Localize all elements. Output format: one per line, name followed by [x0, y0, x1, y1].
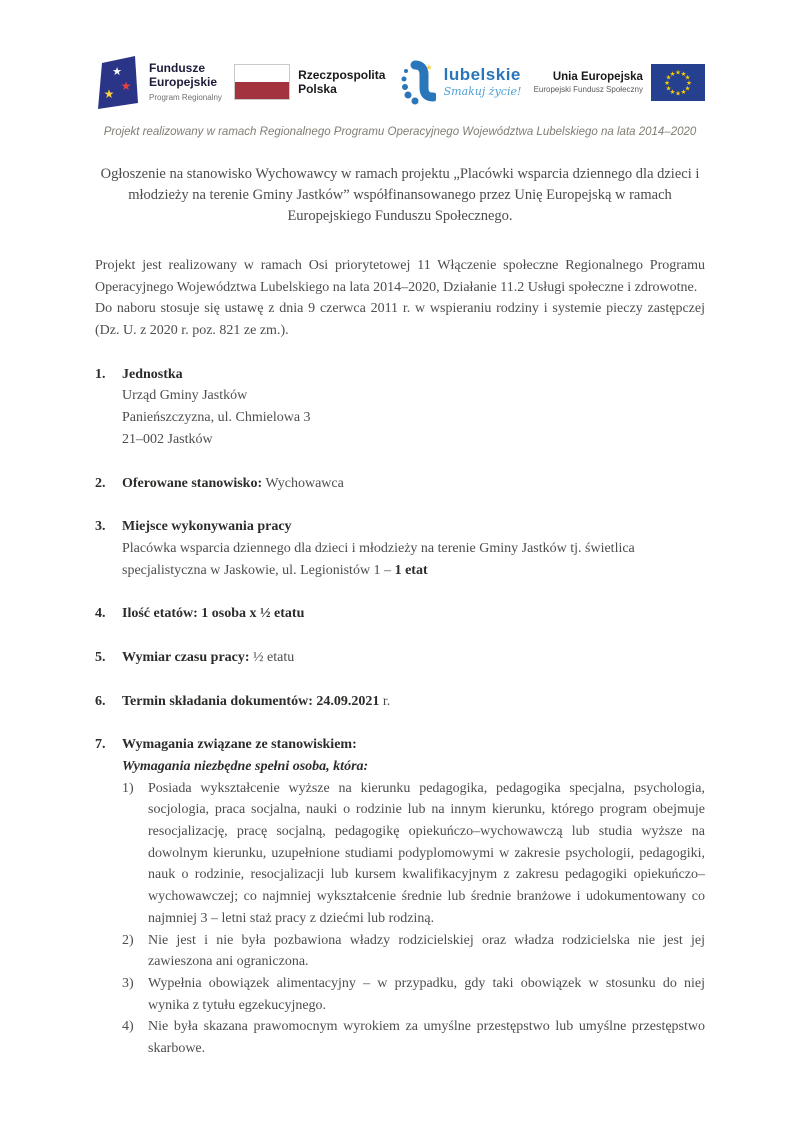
svg-text:★: ★ [665, 85, 672, 92]
svg-text:★: ★ [675, 90, 681, 97]
list-item-wymiar-czasu [95, 647, 705, 669]
fundusze-europejskie-flag-icon [95, 54, 141, 110]
logo-pl-title-line2: Polska [298, 82, 337, 96]
logo-fe-title-line2: Europejskie [149, 75, 218, 89]
item-text-bold: 1 etat [394, 562, 428, 578]
svg-text:★: ★ [680, 70, 687, 78]
subitem-text: Nie jest i nie była pozbawiona władzy rodzicielskiej oraz władza rodzicielska nie jest jej zawieszona ani ograniczona. [148, 932, 705, 970]
item-number: 2. [95, 475, 106, 491]
document-title: Ogłoszenie na stanowisko Wychowawcy w ramach projektu „Placówki wsparcia dziennego dla dzieci i młodzieży na terenie Gminy Jastków” współfinansowanego przez Unię Europejską w ramach Europejskiego Funduszu Społecznego. [100, 166, 700, 225]
item-label: Oferowane stanowisko: [122, 475, 263, 491]
requirement-subitem [122, 973, 705, 1016]
item-subheading: Wymagania niezbędne spełni osoba, która: [122, 759, 369, 775]
item-label: Ilość etatów: 1 osoba x ½ etatu [122, 606, 305, 622]
subitem-text: Posiada wykształcenie wyższe na kierunku pedagogika, pedagogika specjalna, psychologia, socjologia, praca socjalna, nauki o rodzinie lub na innym kierunku, którego program obejmuje resocjalizację, pracę socjalną, pedagogikę opiekuńczo–wychowawczą lub studia wyższe na dowolnym kierunku, uzupełnione studiami podyplomowymi w zakresie psychologii, pedagogiki, nauk o rodzinie, resocjalizacji lub kursem kwalifikacyjnym z zakresu pedagogiki opiekuńczo–wychowawczej; co najmniej wykształcenie średnie lub średnie branżowe i udokumentowany co najmniej 3 – letni staż pracy z dziećmi lub rodziną. [148, 780, 705, 926]
item-number: 4. [95, 606, 106, 622]
svg-text:★: ★ [669, 88, 676, 96]
item-heading: Jednostka [122, 366, 183, 382]
list-item-ilosc-etatow [95, 603, 705, 625]
item-heading: Wymagania związane ze stanowiskiem: [122, 737, 357, 753]
item-number: 7. [95, 737, 106, 753]
svg-text:★: ★ [665, 74, 672, 81]
svg-text:★: ★ [675, 69, 681, 76]
list-item-wymagania [95, 734, 705, 1059]
svg-text:★: ★ [680, 88, 687, 96]
svg-text:★: ★ [664, 79, 670, 87]
item-label: Termin składania dokumentów: 24.09.2021 [122, 693, 380, 709]
subitem-number: 1) [122, 780, 134, 796]
logo-eu-subtitle: Europejski Fundusz Społeczny [533, 84, 643, 94]
logo-lubelskie-title: lubelskie [443, 65, 521, 84]
svg-text:★: ★ [684, 74, 691, 81]
item-line: Urząd Gminy Jastków [122, 388, 248, 404]
logo-rzeczpospolita-polska [234, 64, 385, 100]
svg-text:★: ★ [103, 87, 115, 101]
svg-text:★: ★ [669, 70, 676, 78]
item-text [122, 538, 705, 581]
item-number: 3. [95, 519, 106, 535]
logo-lubelskie [398, 58, 522, 106]
poland-flag-icon [234, 64, 290, 100]
svg-text:★: ★ [120, 79, 132, 93]
intro-paragraph-2: Do naboru stosuje się ustawę z dnia 9 czerwca 2011 r. w wspieraniu rodziny i systemie pieczy zastępczej (Dz. U. z 2020 r. poz. 821 ze zm.). [95, 301, 705, 339]
eu-flag-icon [651, 64, 705, 101]
project-note: Projekt realizowany w ramach Regionalnego Programu Operacyjnego Województwa Lubelskiego na lata 2014–2020 [103, 126, 697, 138]
logo-fundusze-europejskie [95, 54, 222, 110]
list-item-stanowisko [95, 473, 705, 495]
subitem-text: Wypełnia obowiązek alimentacyjny – w przypadku, gdy taki obowiązek w stosunku do niej wynika z tytułu egzekucyjnego. [148, 975, 705, 1013]
requirement-subitem [122, 778, 705, 930]
logo-unia-europejska [534, 64, 705, 101]
item-value: ½ etatu [249, 649, 295, 665]
svg-text:★: ★ [686, 79, 692, 87]
item-number: 5. [95, 649, 106, 665]
logo-fe-title-line1: Fundusze [149, 61, 205, 76]
item-heading: Miejsce wykonywania pracy [122, 519, 292, 535]
list-item-miejsce-pracy [95, 516, 705, 581]
subitem-number: 3) [122, 975, 134, 991]
item-number: 1. [95, 366, 106, 382]
item-value: r. [379, 693, 391, 709]
logo-lubelskie-tagline: Smakuj życie! [443, 85, 522, 98]
item-line: Panieńszczyzna, ul. Chmielowa 3 [122, 410, 311, 426]
eu-funding-logos-bar [95, 50, 705, 114]
logo-pl-title-line1: Rzeczpospolita [298, 67, 386, 82]
intro-block [95, 255, 705, 342]
lubelskie-l-icon [398, 58, 436, 106]
requirement-subitem [122, 930, 705, 973]
list-item-termin [95, 691, 705, 713]
logo-fe-subtitle: Program Regionalny [149, 92, 222, 102]
subitem-number: 2) [122, 932, 134, 948]
svg-text:★: ★ [425, 63, 433, 72]
item-text-normal: Placówka wsparcia dziennego dla dzieci i młodzieży na terenie Gminy Jastków tj. świetlica specjalistyczna w Jaskowie, ul. Legionistów 1 – [122, 540, 635, 578]
list-item-jednostka [95, 364, 705, 451]
intro-paragraph-1: Projekt jest realizowany w ramach Osi priorytetowej 11 Włączenie społeczne Regionalnego Programu Operacyjnego Województwa Lubelskiego na lata 2014–2020, Działanie 11.2 Usługi społeczne i zdrowotne. [95, 258, 705, 295]
subitem-text: Nie była skazana prawomocnym wyrokiem za umyślne przestępstwo lub umyślne przestępstwo skarbowe. [148, 1019, 705, 1056]
svg-text:★: ★ [112, 66, 122, 78]
item-number: 6. [95, 693, 106, 709]
item-value: Wychowawca [262, 475, 344, 491]
svg-text:★: ★ [684, 85, 691, 92]
subitem-number: 4) [122, 1019, 134, 1035]
requirement-subitem [122, 1016, 705, 1059]
item-line: 21–002 Jastków [122, 431, 213, 447]
logo-eu-title: Unia Europejska [552, 70, 643, 83]
item-label: Wymiar czasu pracy: [122, 649, 250, 665]
